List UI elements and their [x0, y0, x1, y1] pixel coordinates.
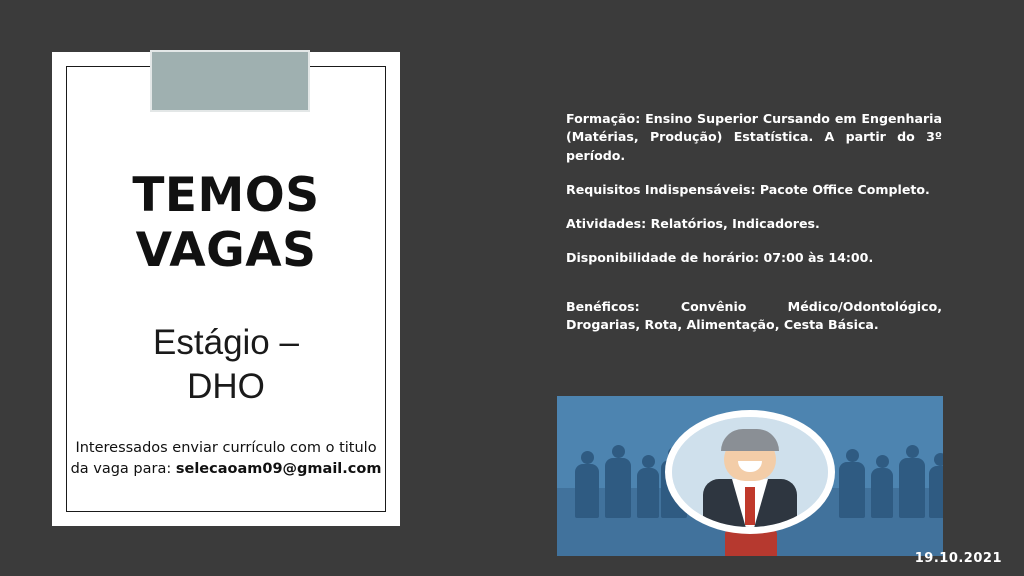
contact-email[interactable]: selecaoam09@gmail.com [175, 460, 382, 477]
silhouette-head [642, 455, 655, 468]
silhouette-head [906, 445, 919, 458]
date-stamp: 19.10.2021 [914, 551, 1002, 566]
magnifier-lens [665, 410, 835, 534]
silhouette-person [929, 466, 943, 518]
silhouette-head [612, 445, 625, 458]
silhouette-person [871, 468, 893, 518]
silhouette-head [876, 455, 889, 468]
detail-requisitos: Requisitos Indispensáveis: Pacote Office Completo. [566, 181, 930, 197]
detail-atividades: Atividades: Relatórios, Indicadores. [566, 216, 820, 231]
highlighted-person-tie [745, 487, 755, 525]
poster-subtitle-line1: Estágio – [153, 322, 299, 362]
contact-line2: da vaga para: [70, 460, 176, 477]
detail-disponibilidade: Disponibilidade de horário: 07:00 às 14:00. [566, 250, 874, 266]
silhouette-head [934, 453, 944, 466]
silhouette-person [575, 464, 599, 518]
poster-contact-block [52, 438, 400, 480]
silhouette-head [846, 449, 859, 462]
silhouette-person [899, 458, 925, 518]
silhouette-person [637, 468, 659, 518]
detail-beneficios: Benéficos: Convênio Médico/Odontológico, Drogarias, Rota, Alimentação, Cesta Básica. [566, 298, 942, 332]
silhouette-person [605, 458, 631, 518]
recruitment-banner-image [557, 396, 943, 556]
poster-subtitle-line2: DHO [187, 366, 265, 406]
poster-header-tab [150, 50, 310, 112]
poster-headline-line2: VAGAS [135, 223, 317, 279]
poster-subtitle [78, 321, 374, 409]
poster-headline [78, 168, 374, 279]
job-poster [52, 52, 400, 526]
silhouette-head [581, 451, 594, 464]
poster-headline-line1: TEMOS [132, 168, 320, 223]
contact-line1: Interessados enviar currículo com o titulo [75, 439, 377, 456]
detail-formacao: Formação: Ensino Superior Cursando em Engenharia (Matérias, Produção) Estatística. A partir do 3º período. [566, 111, 942, 163]
silhouette-person [839, 462, 865, 518]
job-details [566, 110, 942, 334]
